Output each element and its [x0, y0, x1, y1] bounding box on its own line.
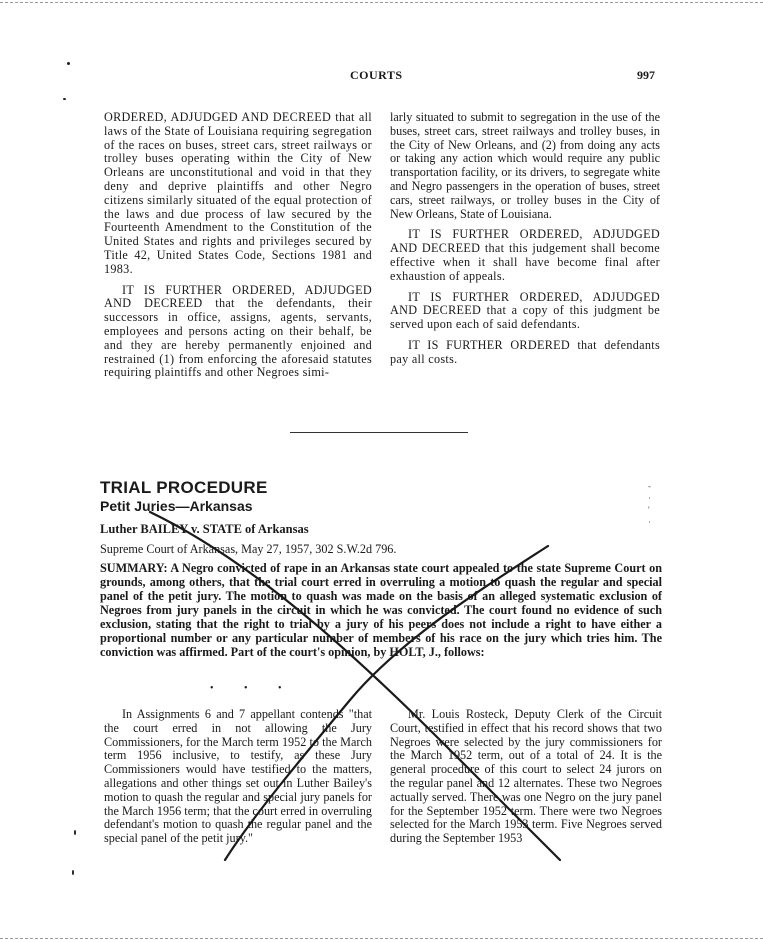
- paragraph: ORDERED, ADJUDGED AND DECREED that all laws of the State of Louisiana requiring segregation of the races on buses, street cars, street railways or trolley buses operating within the City of New Orleans are unconstitutional and void in that they deny and deprive plaintiffs and other Negro citizens similarly situated of the equal protection of the laws and due process of law secured by the Fourteenth Amendment to the Constitution of the United States and rights and privileges secured by Title 42, United States Code, Sections 1981 and 1983.: [104, 110, 372, 276]
- section-ornament: • • •: [210, 683, 296, 694]
- paragraph: larly situated to submit to segregation in the use of the buses, street cars, street railways and trolley buses, in the City of New Orleans, and (2) from doing any acts or taking any action which would require any public transportation facility, or its drivers, to segregate white and Negro passengers in the operation of buses, street cars, street railways, or trolley buses in the City of New Orleans, State of Louisiana.: [390, 110, 660, 221]
- scan-speck: [72, 870, 74, 875]
- paragraph: IT IS FURTHER ORDERED, ADJUDGED AND DECREED that this judgement shall become effective when it shall have become final after exhaustion of appeals.: [390, 227, 660, 283]
- running-head: COURTS: [350, 68, 403, 82]
- paragraph: IT IS FURTHER ORDERED, ADJUDGED AND DECREED that the defendants, their successors in office, assigns, agents, servants, employees and persons acting on their behalf, be and they are hereby permanently enjoined and restrained (1) from enforcing the aforesaid statutes requiring plaintiffs and other Negroes simi-: [104, 282, 372, 380]
- bottom-left-column: [104, 708, 372, 853]
- case-citation: Supreme Court of Arkansas, May 27, 1957, 302 S.W.2d 796.: [100, 542, 397, 556]
- section-divider: [290, 432, 468, 433]
- paragraph: Mr. Louis Rosteck, Deputy Clerk of the Circuit Court, testified in effect that his record shows that two Negroes were selected by the jury commissioners for the March 1952 term, out of a total of 24. It is the general procedure of this court to select 24 jurors on the regular panel and 12 alternates. These two Negroes actually served. There was one Negro on the jury panel for the September 1952 term. There were two Negroes selected for the March 1953 term. Five Negroes served during the September 1953: [390, 707, 662, 846]
- paragraph: IT IS FURTHER ORDERED that defendants pay all costs.: [390, 337, 660, 366]
- summary-lead: SUMMARY:: [100, 561, 168, 575]
- top-scan-border: [0, 2, 763, 3]
- section-subtitle: Petit Juries—Arkansas: [100, 498, 253, 514]
- case-name: Luther BAILEY v. STATE of Arkansas: [100, 522, 309, 536]
- case-summary: [100, 561, 662, 659]
- page-number: 997: [637, 68, 655, 82]
- paragraph: IT IS FURTHER ORDERED, ADJUDGED AND DECREED that a copy of this judgment be served upon each of said defendants.: [390, 289, 660, 332]
- bottom-right-column: [390, 708, 662, 853]
- section-title: TRIAL PROCEDURE: [100, 478, 268, 497]
- scan-speck: [67, 62, 70, 65]
- summary-text: A Negro convicted of rape in an Arkansas state court appealed to the state Supreme Court on grounds, among others, that the trial court erred in overruling a motion to quash the regular and special panel of the petit jury. The motion to quash was made on the basis of an alleged systematic exclusion of Negroes from jury panels in the circuit in which he was convicted. The court found no evidence of such exclusion, stating that the right to trial by a jury of his peers does not include a right to have either a proportional number or any particular number of members of his race on the jury which tries him. The conviction was affirmed. Part of the court's opinion, by HOLT, J., follows:: [100, 561, 662, 659]
- top-right-column: [390, 111, 660, 374]
- scan-speck: [74, 830, 76, 835]
- bottom-scan-border: [0, 938, 763, 939]
- margin-marks: - · ' ·: [648, 481, 651, 527]
- scan-speck: [63, 98, 66, 100]
- paragraph: In Assignments 6 and 7 appellant contends "that the court erred in not allowing the Jury Commissioners, for the March term 1952 to the March term 1956 inclusive, to testify, as these Jury Commissioners would have testified to the matters, allegations and other things set out in Luther Bailey's motion to quash the regular and special jury panels for the March 1956 term; that the court erred in overruling defendant's motion to quash the regular panel and the special panel of the petit jury.": [104, 707, 372, 846]
- top-left-column: [104, 111, 372, 387]
